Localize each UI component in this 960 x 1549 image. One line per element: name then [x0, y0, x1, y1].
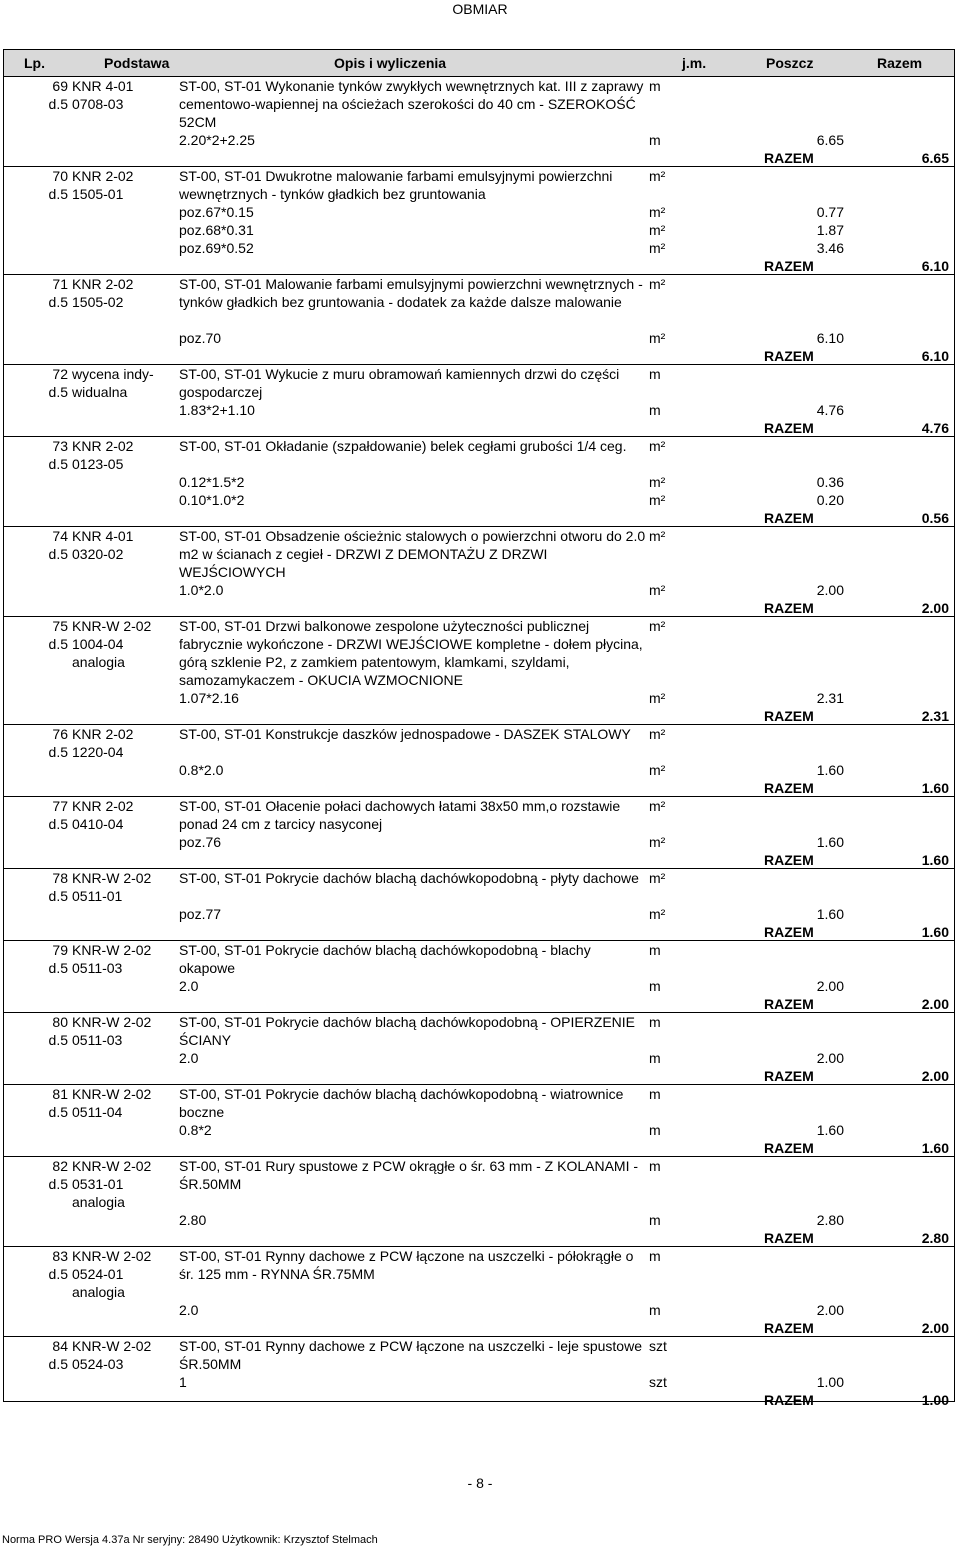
item-description: ST-00, ST-01 Malowanie farbami emulsyjnymi powierzchni wewnętrznych - tynków gładkich bez gruntowania - dodatek za każde dalsze malowanie [179, 276, 643, 310]
measurement-value: 2.31 [816, 690, 844, 706]
basis-code: KNR 2-02 [72, 798, 134, 814]
item-department: d.5 [48, 1356, 68, 1372]
item-department: d.5 [48, 384, 68, 400]
item-description: ST-00, ST-01 Okładanie (szpałdowanie) belek cegłami grubości 1/4 ceg. [179, 438, 627, 454]
total-value: 1.60 [921, 1140, 949, 1156]
measurement-value: 1.60 [816, 1122, 844, 1138]
total-value: 0.56 [921, 510, 949, 526]
measurement-value: 2.80 [816, 1212, 844, 1228]
total-value: 2.00 [921, 1320, 949, 1336]
basis-code: 1505-01 [72, 186, 124, 202]
item-department: d.5 [48, 456, 68, 472]
table-row [4, 527, 954, 617]
total-line [179, 257, 949, 275]
total-line [179, 509, 949, 527]
total-value: 1.60 [921, 852, 949, 868]
measurement-expression: 0.8*2.0 [179, 762, 224, 778]
total-line [179, 1319, 949, 1337]
table-row [4, 1157, 954, 1247]
table-row [4, 365, 954, 437]
total-label: RAZEM [764, 348, 814, 364]
measurement-expression: 0.10*1.0*2 [179, 492, 245, 508]
measurement-unit: m [649, 978, 661, 994]
table-row [4, 617, 954, 725]
basis-code: KNR-W 2-02 [72, 1338, 152, 1354]
item-department: d.5 [48, 636, 68, 652]
basis-code: KNR-W 2-02 [72, 1086, 152, 1102]
item-unit: m [649, 366, 661, 382]
item-number: 69 [52, 78, 68, 94]
item-description: ST-00, ST-01 Konstrukcje daszków jednospadowe - DASZEK STALOWY [179, 726, 631, 742]
table-body [4, 77, 954, 1408]
item-department: d.5 [48, 96, 68, 112]
measurement-line [179, 1049, 949, 1067]
total-value: 1.00 [921, 1392, 949, 1408]
measurement-unit: m² [649, 492, 666, 508]
measurement-line [179, 491, 949, 509]
measurement-value: 2.00 [816, 1302, 844, 1318]
total-value: 1.60 [921, 924, 949, 940]
total-label: RAZEM [764, 150, 814, 166]
total-line [179, 1067, 949, 1085]
measurement-line [179, 401, 949, 419]
basis-code: 0524-03 [72, 1356, 124, 1372]
table-header [4, 50, 954, 77]
measurement-expression: poz.67*0.15 [179, 204, 254, 220]
total-label: RAZEM [764, 1140, 814, 1156]
basis-code: KNR-W 2-02 [72, 618, 152, 634]
measurement-line [179, 203, 949, 221]
total-value: 6.10 [921, 348, 949, 364]
item-number: 71 [52, 276, 68, 292]
total-label: RAZEM [764, 924, 814, 940]
measurement-expression: poz.70 [179, 330, 222, 346]
basis-code: wycena indy- [72, 366, 154, 382]
basis-code: KNR 2-02 [72, 168, 134, 184]
measurement-value: 4.76 [816, 402, 844, 418]
item-number: 82 [52, 1158, 68, 1174]
total-line [179, 1229, 949, 1247]
total-label: RAZEM [764, 996, 814, 1012]
table-row [4, 1337, 954, 1408]
measurement-value: 6.65 [816, 132, 844, 148]
measurement-line [179, 1301, 949, 1319]
item-description: ST-00, ST-01 Pokrycie dachów blachą dachówkopodobną - wiatrownice boczne [179, 1086, 624, 1120]
table-row [4, 1247, 954, 1337]
measurement-line [179, 1211, 949, 1229]
item-description: ST-00, ST-01 Pokrycie dachów blachą dachówkopodobną - płyty dachowe [179, 870, 639, 886]
measurement-expression: 2.20*2+2.25 [179, 132, 255, 148]
measurement-line [179, 581, 949, 599]
measurement-line [179, 905, 949, 923]
measurement-unit: m² [649, 834, 666, 850]
measurement-unit: m [649, 1302, 661, 1318]
total-line [179, 599, 949, 617]
total-line [179, 995, 949, 1013]
measurement-expression: poz.69*0.52 [179, 240, 254, 256]
item-department: d.5 [48, 1266, 68, 1282]
page-title: OBMIAR [452, 1, 508, 17]
measurement-line [179, 131, 949, 149]
item-description: ST-00, ST-01 Obsadzenie ościeżnic stalowych o powierzchni otworu do 2.0 m2 w ścianach z cegieł - DRZWI Z DEMONTAŻU Z DRZWI WEJŚCIOWYCH [179, 528, 646, 580]
basis-code: KNR-W 2-02 [72, 942, 152, 958]
item-department: d.5 [48, 186, 68, 202]
item-number: 83 [52, 1248, 68, 1264]
total-value: 6.10 [921, 258, 949, 274]
measurement-line [179, 473, 949, 491]
item-unit: m [649, 1158, 661, 1174]
item-unit: m [649, 1014, 661, 1030]
measurement-line [179, 221, 949, 239]
measurement-value: 1.60 [816, 762, 844, 778]
header-lp: Lp. [24, 55, 45, 71]
total-line [179, 419, 949, 437]
basis-code: 1505-02 [72, 294, 124, 310]
measurement-unit: szt [649, 1374, 667, 1390]
basis-code: KNR 2-02 [72, 726, 134, 742]
total-value: 2.00 [921, 996, 949, 1012]
basis-code: analogia [72, 654, 125, 670]
measurement-value: 6.10 [816, 330, 844, 346]
measurement-value: 3.46 [816, 240, 844, 256]
item-description: ST-00, ST-01 Wykucie z muru obramowań kamiennych drzwi do części gospodarczej [179, 366, 620, 400]
item-department: d.5 [48, 294, 68, 310]
table-row [4, 1013, 954, 1085]
measurement-unit: m [649, 1212, 661, 1228]
measurement-unit: m² [649, 906, 666, 922]
measurement-unit: m [649, 1122, 661, 1138]
item-unit: m [649, 1248, 661, 1264]
item-department: d.5 [48, 744, 68, 760]
measurement-unit: m² [649, 690, 666, 706]
total-value: 1.60 [921, 780, 949, 796]
item-number: 81 [52, 1086, 68, 1102]
item-number: 84 [52, 1338, 68, 1354]
measurement-line [179, 1121, 949, 1139]
total-line [179, 1391, 949, 1409]
measurement-expression: 0.12*1.5*2 [179, 474, 245, 490]
item-description: ST-00, ST-01 Rynny dachowe z PCW łączone na uszczelki - leje spustowe ŚR.50MM [179, 1338, 642, 1372]
table-row [4, 869, 954, 941]
basis-code: 0511-03 [72, 960, 123, 976]
item-number: 70 [52, 168, 68, 184]
measurement-line [179, 239, 949, 257]
measurement-expression: 0.8*2 [179, 1122, 212, 1138]
item-unit: m² [649, 726, 666, 742]
measurement-expression: 2.0 [179, 1302, 199, 1318]
measurement-unit: m² [649, 330, 666, 346]
item-department: d.5 [48, 816, 68, 832]
measurement-expression: 1.83*2+1.10 [179, 402, 255, 418]
measurement-value: 0.77 [816, 204, 844, 220]
item-description: ST-00, ST-01 Pokrycie dachów blachą dachówkopodobną - OPIERZENIE ŚCIANY [179, 1014, 636, 1048]
measurement-value: 1.60 [816, 906, 844, 922]
total-line [179, 851, 949, 869]
total-label: RAZEM [764, 780, 814, 796]
header-poszcz: Poszcz [766, 55, 814, 71]
basis-code: KNR-W 2-02 [72, 870, 152, 886]
measurement-expression: 1.07*2.16 [179, 690, 239, 706]
header-opis: Opis i wyliczenia [334, 55, 447, 71]
basis-code: 0511-01 [72, 888, 123, 904]
total-label: RAZEM [764, 1068, 814, 1084]
total-label: RAZEM [764, 1392, 814, 1408]
measurement-expression: 2.0 [179, 1050, 199, 1066]
measurement-line [179, 329, 949, 347]
item-description: ST-00, ST-01 Drzwi balkonowe zespolone użyteczności publicznej fabrycznie wykończone - DRZWI WEJŚCIOWE kompletne - dołem płycina, górą szklenie P2, z zamkiem patentowym, klamkami, szyldami, samozamykaczem - OKUCIA WZMOCNIONE [179, 618, 643, 688]
table-row [4, 167, 954, 275]
total-label: RAZEM [764, 510, 814, 526]
item-description: ST-00, ST-01 Dwukrotne malowanie farbami emulsyjnymi powierzchni wewnętrznych - tynków gładkich bez gruntowania [179, 168, 613, 202]
measurement-value: 2.00 [816, 582, 844, 598]
item-number: 77 [52, 798, 68, 814]
measurement-value: 1.60 [816, 834, 844, 850]
header-jm: j.m. [682, 55, 707, 71]
basis-code: KNR-W 2-02 [72, 1158, 152, 1174]
measurement-expression: poz.76 [179, 834, 222, 850]
basis-code: widualna [72, 384, 128, 400]
total-value: 2.00 [921, 600, 949, 616]
header-razem: Razem [877, 55, 923, 71]
item-description: ST-00, ST-01 Rury spustowe z PCW okrągłe o śr. 63 mm - Z KOLANAMI - ŚR.50MM [179, 1158, 639, 1192]
measurement-unit: m² [649, 474, 666, 490]
item-number: 80 [52, 1014, 68, 1030]
basis-code: KNR-W 2-02 [72, 1014, 152, 1030]
table-row [4, 797, 954, 869]
item-number: 74 [52, 528, 68, 544]
measurement-expression: 1.0*2.0 [179, 582, 224, 598]
total-value: 6.65 [921, 150, 949, 166]
measurement-expression: 1 [179, 1374, 187, 1390]
item-number: 72 [52, 366, 68, 382]
item-unit: m [649, 78, 661, 94]
measurement-line [179, 761, 949, 779]
total-line [179, 779, 949, 797]
total-label: RAZEM [764, 1320, 814, 1336]
table-row [4, 941, 954, 1013]
measurement-table [3, 49, 955, 1408]
measurement-value: 1.87 [816, 222, 844, 238]
total-value: 2.80 [921, 1230, 949, 1246]
basis-code: analogia [72, 1284, 125, 1300]
measurement-line [179, 689, 949, 707]
basis-code: 0708-03 [72, 96, 124, 112]
basis-code: KNR-W 2-02 [72, 1248, 152, 1264]
item-unit: m² [649, 528, 666, 544]
table-row [4, 437, 954, 527]
total-line [179, 149, 949, 167]
measurement-unit: m² [649, 582, 666, 598]
item-unit: m [649, 1086, 661, 1102]
item-unit: szt [649, 1338, 667, 1354]
measurement-unit: m² [649, 240, 666, 256]
basis-code: KNR 4-01 [72, 78, 134, 94]
measurement-value: 2.00 [816, 1050, 844, 1066]
header-podstawa: Podstawa [104, 55, 170, 71]
item-description: ST-00, ST-01 Ołacenie połaci dachowych łatami 38x50 mm,o rozstawie ponad 24 cm z tarcicy nasyconej [179, 798, 621, 832]
item-department: d.5 [48, 960, 68, 976]
item-unit: m² [649, 870, 666, 886]
item-number: 78 [52, 870, 68, 886]
total-label: RAZEM [764, 708, 814, 724]
item-description: ST-00, ST-01 Wykonanie tynków zwykłych wewnętrznych kat. III z zaprawy cementowo-wapiennej na ościeżach szerokości do 40 cm - SZEROKOŚĆ 52CM [179, 78, 644, 130]
measurement-unit: m [649, 1050, 661, 1066]
total-line [179, 347, 949, 365]
basis-code: KNR 2-02 [72, 438, 134, 454]
measurement-expression: 2.80 [179, 1212, 207, 1228]
item-unit: m² [649, 798, 666, 814]
table-row [4, 1085, 954, 1157]
measurement-unit: m² [649, 222, 666, 238]
item-unit: m² [649, 168, 666, 184]
basis-code: 1220-04 [72, 744, 124, 760]
table-row [4, 77, 954, 167]
total-line [179, 923, 949, 941]
measurement-unit: m² [649, 204, 666, 220]
measurement-line [179, 833, 949, 851]
item-unit: m² [649, 618, 666, 634]
measurement-expression: 2.0 [179, 978, 199, 994]
total-label: RAZEM [764, 600, 814, 616]
measurement-value: 0.36 [816, 474, 844, 490]
total-label: RAZEM [764, 1230, 814, 1246]
total-value: 2.31 [921, 708, 949, 724]
measurement-line [179, 977, 949, 995]
item-number: 73 [52, 438, 68, 454]
basis-code: analogia [72, 1194, 125, 1210]
basis-code: 0511-03 [72, 1032, 123, 1048]
item-department: d.5 [48, 1032, 68, 1048]
measurement-expression: poz.68*0.31 [179, 222, 254, 238]
measurement-unit: m² [649, 762, 666, 778]
basis-code: 0524-01 [72, 1266, 124, 1282]
table-row [4, 275, 954, 365]
basis-code: 0531-01 [72, 1176, 124, 1192]
total-label: RAZEM [764, 852, 814, 868]
item-number: 75 [52, 618, 68, 634]
footer-text: Norma PRO Wersja 4.37a Nr seryjny: 28490 Użytkownik: Krzysztof Stelmach [2, 1534, 378, 1546]
item-department: d.5 [48, 1176, 68, 1192]
total-label: RAZEM [764, 420, 814, 436]
measurement-expression: poz.77 [179, 906, 222, 922]
item-unit: m² [649, 438, 666, 454]
page-number: - 8 - [467, 1475, 493, 1491]
item-description: ST-00, ST-01 Pokrycie dachów blachą dachówkopodobną - blachy okapowe [179, 942, 591, 976]
measurement-value: 0.20 [816, 492, 844, 508]
total-line [179, 1139, 949, 1157]
table-row [4, 725, 954, 797]
item-department: d.5 [48, 888, 68, 904]
total-line [179, 707, 949, 725]
item-number: 79 [52, 942, 68, 958]
basis-code: 0410-04 [72, 816, 124, 832]
measurement-value: 1.00 [816, 1374, 844, 1390]
item-description: ST-00, ST-01 Rynny dachowe z PCW łączone na uszczelki - półokrągłe o śr. 125 mm - RYNNA ŚR.75MM [179, 1248, 634, 1282]
total-value: 2.00 [921, 1068, 949, 1084]
measurement-value: 2.00 [816, 978, 844, 994]
measurement-unit: m [649, 402, 661, 418]
basis-code: 0320-02 [72, 546, 124, 562]
measurement-line [179, 1373, 949, 1391]
basis-code: 0511-04 [72, 1104, 123, 1120]
basis-code: KNR 2-02 [72, 276, 134, 292]
total-label: RAZEM [764, 258, 814, 274]
item-unit: m [649, 942, 661, 958]
measurement-unit: m [649, 132, 661, 148]
item-number: 76 [52, 726, 68, 742]
basis-code: KNR 4-01 [72, 528, 134, 544]
basis-code: 1004-04 [72, 636, 124, 652]
item-unit: m² [649, 276, 666, 292]
item-department: d.5 [48, 546, 68, 562]
item-department: d.5 [48, 1104, 68, 1120]
basis-code: 0123-05 [72, 456, 124, 472]
total-value: 4.76 [921, 420, 949, 436]
